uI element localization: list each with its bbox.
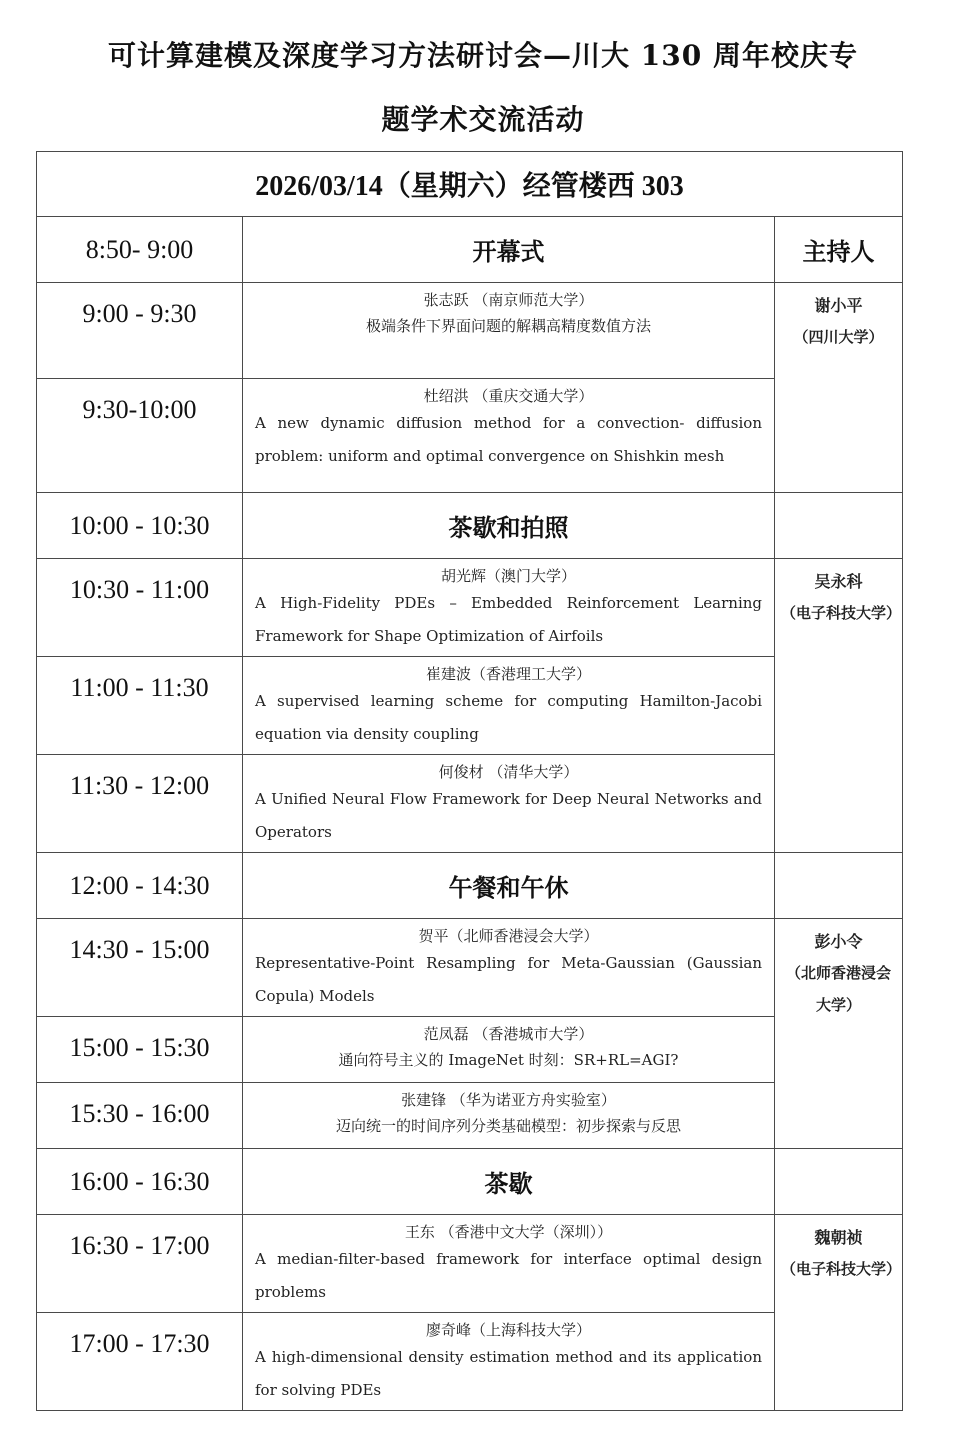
session-heading-opening: 开幕式 [243, 217, 775, 283]
talk-title: 通向符号主义的 ImageNet 时刻：SR+RL=AGI? [338, 1051, 679, 1069]
date-row [37, 152, 903, 217]
time-slot: 17:00 - 17:30 [37, 1313, 243, 1411]
table-row [37, 853, 903, 919]
host-name: 魏朝祯 [814, 1228, 863, 1247]
table-row [37, 493, 903, 559]
host-affiliation: （电子科技大学） [781, 604, 902, 622]
speaker: 杜绍洪 （重庆交通大学） [423, 387, 594, 405]
talk-cell [243, 657, 775, 755]
host-cell [775, 283, 903, 493]
session-heading-lunch: 午餐和午休 [243, 853, 775, 919]
host-cell-empty [775, 853, 903, 919]
date-location: 2026/03/14（星期六）经管楼西 303 [37, 152, 903, 217]
table-row [37, 217, 903, 283]
table-row [37, 283, 903, 379]
table-row [37, 1017, 903, 1083]
talk-cell [243, 1083, 775, 1149]
table-row [37, 379, 903, 493]
talk-cell [243, 1313, 775, 1411]
speaker: 张志跃 （南京师范大学） [423, 291, 594, 309]
schedule-table [36, 151, 903, 1411]
talk-title: A Unified Neural Flow Framework for Deep Neural Networks and Operators [255, 790, 762, 841]
time-slot: 14:30 - 15:00 [37, 919, 243, 1017]
time-slot: 9:00 - 9:30 [37, 283, 243, 379]
document-title-line2: 题学术交流活动 [381, 103, 585, 136]
talk-title: A supervised learning scheme for computing Hamilton-Jacobi equation via density coupling [255, 692, 762, 743]
host-name: 吴永科 [814, 572, 863, 591]
speaker: 贺平（北师香港浸会大学） [418, 927, 599, 945]
time-slot: 15:00 - 15:30 [37, 1017, 243, 1083]
table-row [37, 919, 903, 1017]
talk-cell [243, 919, 775, 1017]
host-name: 谢小平 [814, 296, 863, 315]
host-cell-empty [775, 1149, 903, 1215]
talk-title: Representative-Point Resampling for Meta-Gaussian (Gaussian Copula) Models [255, 954, 762, 1005]
time-slot: 11:30 - 12:00 [37, 755, 243, 853]
talk-title: 迈向统一的时间序列分类基础模型：初步探索与反思 [335, 1117, 681, 1135]
host-affiliation: （北师香港浸会大学） [785, 964, 891, 1014]
host-cell [775, 559, 903, 853]
talk-cell [243, 1215, 775, 1313]
table-row [37, 657, 903, 755]
table-row [37, 559, 903, 657]
host-affiliation: （四川大学） [793, 328, 884, 346]
time-slot: 16:30 - 17:00 [37, 1215, 243, 1313]
talk-title: A high-dimensional density estimation method and its application for solving PDEs [255, 1348, 762, 1399]
talk-title: A median-filter-based framework for interface optimal design problems [255, 1250, 762, 1301]
talk-cell [243, 755, 775, 853]
speaker: 王东 （香港中文大学（深圳）） [404, 1223, 613, 1241]
table-row [37, 1313, 903, 1411]
time-slot: 10:00 - 10:30 [37, 493, 243, 559]
time-slot: 10:30 - 11:00 [37, 559, 243, 657]
host-affiliation: （电子科技大学） [781, 1260, 902, 1278]
table-row [37, 1149, 903, 1215]
talk-cell [243, 1017, 775, 1083]
document-title-line1: 可计算建模及深度学习方法研讨会—川大 130 周年校庆专 [108, 39, 858, 72]
host-cell [775, 1215, 903, 1411]
talk-title: A High-Fidelity PDEs – Embedded Reinforcement Learning Framework for Shape Optimization of Airfoils [255, 594, 762, 645]
table-row [37, 755, 903, 853]
table-row [37, 1083, 903, 1149]
host-name: 彭小令 [814, 932, 863, 951]
host-cell-empty [775, 493, 903, 559]
speaker: 范凤磊 （香港城市大学） [423, 1025, 594, 1043]
time-slot: 11:00 - 11:30 [37, 657, 243, 755]
table-row [37, 1215, 903, 1313]
talk-title: 极端条件下界面问题的解耦高精度数值方法 [365, 317, 651, 335]
time-slot: 15:30 - 16:00 [37, 1083, 243, 1149]
talk-cell [243, 379, 775, 493]
time-slot: 16:00 - 16:30 [37, 1149, 243, 1215]
speaker: 何俊材 （清华大学） [438, 763, 579, 781]
speaker: 崔建波（香港理工大学） [425, 665, 591, 683]
session-heading-break: 茶歇 [243, 1149, 775, 1215]
time-slot: 8:50- 9:00 [37, 217, 243, 283]
time-slot: 12:00 - 14:30 [37, 853, 243, 919]
host-column-header: 主持人 [775, 217, 903, 283]
host-cell [775, 919, 903, 1149]
session-heading-break: 茶歇和拍照 [243, 493, 775, 559]
talk-cell [243, 559, 775, 657]
time-slot: 9:30-10:00 [37, 379, 243, 493]
speaker: 胡光辉（澳门大学） [440, 567, 576, 585]
speaker: 张建锋 （华为诺亚方舟实验室） [401, 1091, 616, 1109]
talk-title: A new dynamic diffusion method for a convection- diffusion problem: uniform and optimal convergence on Shishkin mesh [255, 414, 762, 465]
speaker: 廖奇峰（上海科技大学） [425, 1321, 591, 1339]
talk-cell [243, 283, 775, 379]
